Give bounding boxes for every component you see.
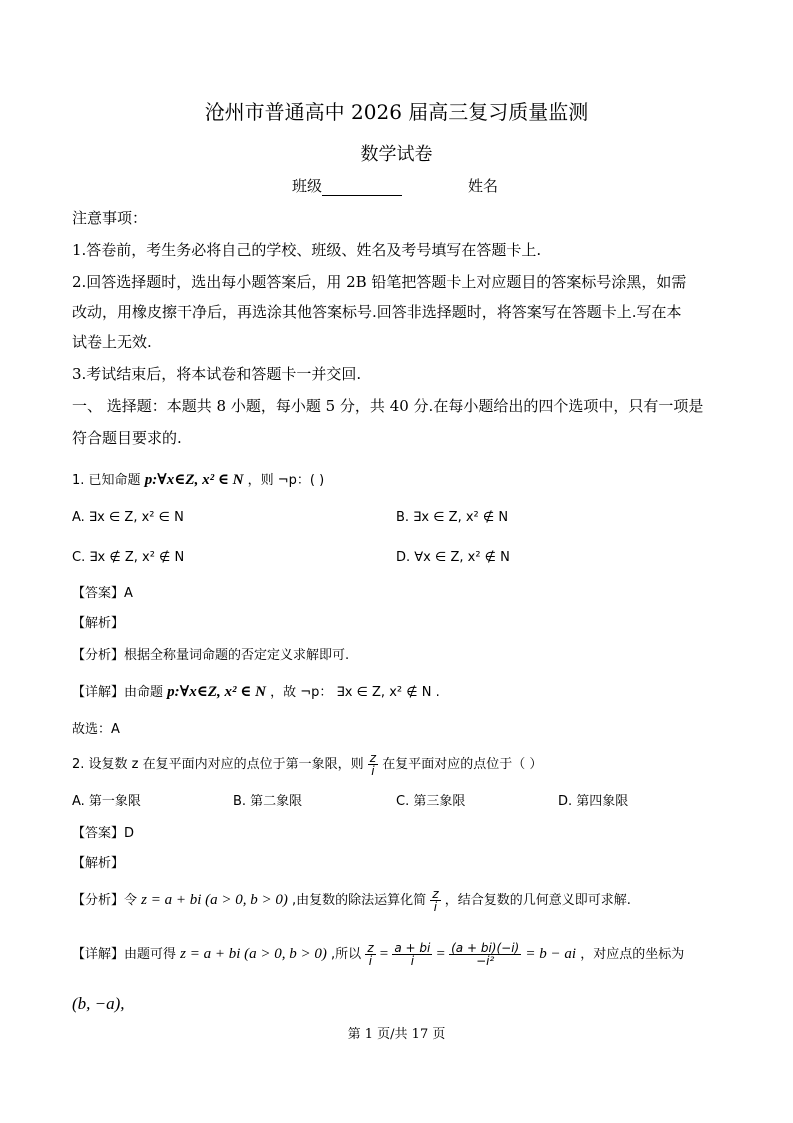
notes-heading: 注意事项： bbox=[72, 209, 148, 227]
q1-solution-end: . bbox=[435, 685, 440, 700]
section-1-line-2: 符合题目要求的. bbox=[72, 429, 182, 447]
class-label: 班级 bbox=[292, 177, 323, 195]
q1-option-b: B. ∃x ∈ Z, x² ∉ N bbox=[396, 510, 509, 525]
q2-solution-fraction-1-den: i bbox=[365, 954, 375, 967]
q2-solution-result: = b − ai bbox=[525, 946, 577, 962]
q2-prefix: 2. 设复数 z 在复平面内对应的点位于第一象限，则 bbox=[72, 757, 364, 772]
q2-analysis-prefix: 【分析】令 bbox=[72, 893, 138, 908]
q2-jiexi: 【解析】 bbox=[72, 856, 125, 871]
q2-solution-fraction-1 bbox=[365, 942, 375, 967]
q2-answer: 【答案】D bbox=[72, 826, 135, 841]
q2-option-a: A. 第一象限 bbox=[72, 794, 141, 809]
q1-choice: 故选：A bbox=[72, 722, 120, 737]
q2-option-d: D. 第四象限 bbox=[558, 794, 629, 809]
paper-title: 沧州市普通高中 2026 届高三复习质量监测 bbox=[204, 100, 589, 124]
q2-stem bbox=[72, 752, 542, 777]
q2-option-b: B. 第二象限 bbox=[233, 794, 303, 809]
q2-solution-so: ,所以 bbox=[331, 947, 362, 962]
q2-solution-end: ，对应点的坐标为 bbox=[580, 947, 685, 962]
q2-solution-fraction-1-num: z bbox=[367, 941, 374, 955]
q1-prefix: 1. 已知命题 bbox=[72, 473, 141, 488]
note-3: 3.考试结束后，将本试卷和答题卡一并交回. bbox=[72, 365, 362, 383]
q1-solution bbox=[72, 682, 440, 703]
q2-solution-fraction-3-den: −i² bbox=[449, 954, 521, 967]
q1-option-c: C. ∃x ∉ Z, x² ∉ N bbox=[72, 550, 185, 565]
q2-solution-prefix: 【详解】由题可得 bbox=[72, 947, 177, 962]
q2-solution-fraction-2-num: a + bi bbox=[394, 941, 431, 955]
q1-answer: 【答案】A bbox=[72, 586, 133, 601]
class-blank bbox=[322, 179, 402, 196]
q1-stem bbox=[72, 470, 324, 491]
q2-solution-fraction-2-den: i bbox=[392, 954, 432, 967]
q2-analysis-expr: z = a + bi (a > 0, b > 0) bbox=[141, 892, 288, 908]
q2-solution bbox=[72, 942, 684, 967]
q1-solution-prefix: 【详解】由命题 bbox=[72, 685, 164, 700]
q2-analysis-mid: ,由复数的除法运算化简 bbox=[292, 893, 427, 908]
page-footer: 第 1 页/共 17 页 bbox=[347, 1027, 446, 1042]
section-1-line-1: 一、 选择题：本题共 8 小题，每小题 5 分，共 40 分.在每小题给出的四个选项中，只有一项是 bbox=[72, 397, 704, 415]
q1-option-d: D. ∀x ∈ Z, x² ∉ N bbox=[396, 550, 510, 565]
q2-coordinate bbox=[72, 994, 125, 1014]
q2-solution-fraction-3-num: (a + bi)(−i) bbox=[451, 941, 520, 955]
paper-subtitle: 数学试卷 bbox=[360, 144, 433, 165]
q2-fraction-num: z bbox=[369, 751, 377, 765]
q2-eq-sign-1: = bbox=[379, 946, 389, 962]
q1-solution-mid: ，故 ¬p： bbox=[270, 685, 333, 700]
q2-fraction-den: i bbox=[368, 764, 378, 777]
q2-solution-fraction-2 bbox=[392, 942, 432, 967]
q1-solution-result: ∃x ∈ Z, x² ∉ N bbox=[336, 685, 432, 700]
note-2-line-3: 试卷上无效. bbox=[72, 333, 152, 351]
class-field bbox=[292, 176, 402, 196]
q2-analysis bbox=[72, 888, 631, 913]
q2-suffix: 在复平面对应的点位于（ ） bbox=[382, 757, 543, 772]
q1-option-a: A. ∃x ∈ Z, x² ∈ N bbox=[72, 510, 184, 525]
q2-eq-sign-2: = bbox=[436, 946, 445, 962]
q1-jiexi: 【解析】 bbox=[72, 616, 125, 631]
q2-solution-fraction-3 bbox=[449, 942, 521, 967]
q2-option-c: C. 第三象限 bbox=[396, 794, 466, 809]
q1-proposition: p:∀x∈Z, x² ∈ N bbox=[144, 472, 244, 488]
note-1: 1.答卷前，考生务必将自己的学校、班级、姓名及考号填写在答题卡上. bbox=[72, 241, 542, 259]
q2-analysis-fraction bbox=[430, 888, 440, 913]
q1-solution-proposition: p:∀x∈Z, x² ∈ N bbox=[167, 684, 266, 700]
note-2-line-2: 改动，用橡皮擦干净后，再选涂其他答案标号.回答非选择题时，将答案写在答题卡上.写在本 bbox=[72, 303, 682, 321]
name-label: 姓名 bbox=[468, 177, 499, 195]
q2-analysis-fraction-num: z bbox=[432, 887, 439, 901]
q1-analysis: 【分析】根据全称量词命题的否定定义求解即可. bbox=[72, 648, 350, 663]
q1-suffix: ，则 ¬p：( ) bbox=[247, 473, 325, 488]
note-2-line-1: 2.回答选择题时，选出每小题答案后，用 2B 铅笔把答题卡上对应题目的答案标号涂黑，如需 bbox=[72, 273, 687, 291]
q2-analysis-fraction-den: i bbox=[430, 900, 440, 913]
q2-analysis-suffix: ，结合复数的几何意义即可求解. bbox=[444, 893, 631, 908]
q2-coordinate-expr: (b, −a), bbox=[72, 994, 125, 1013]
q2-fraction bbox=[368, 752, 378, 777]
q2-solution-expr: z = a + bi (a > 0, b > 0) bbox=[180, 946, 327, 962]
